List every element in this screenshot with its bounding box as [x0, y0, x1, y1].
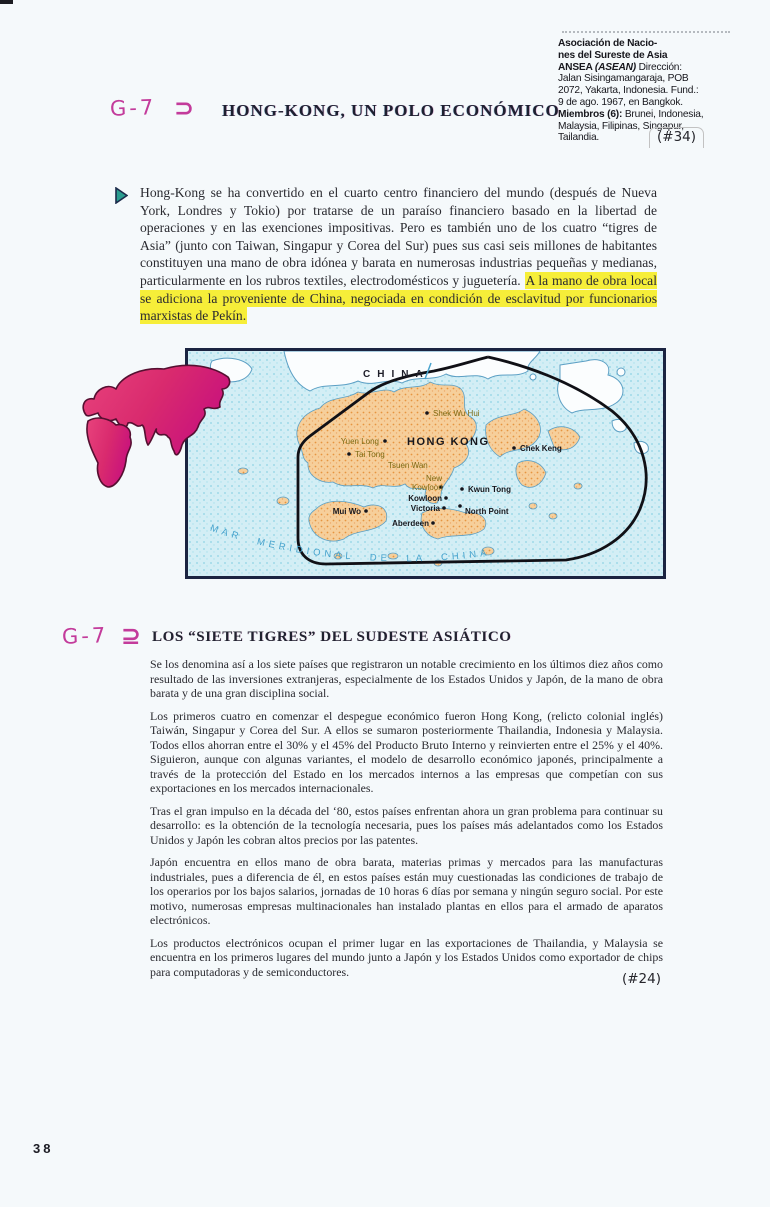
asean-note-line: Asociación de Nacio-	[558, 38, 658, 49]
superset-symbol-top: ⊃	[174, 94, 195, 122]
china-region-label: CHINA	[363, 369, 430, 380]
seven-tigers-body	[150, 657, 663, 987]
city-dot	[431, 521, 435, 525]
city-dot	[347, 452, 351, 456]
map-city-label: Aberdeen	[392, 519, 429, 528]
margin-code-g7-top: G-7	[109, 95, 157, 121]
body-paragraph-5: Los productos electrónicos ocupan el primer lugar en las exportaciones de Thailandia, y Malaysia se encuentra en los primeros lugares del mundo junto a Japón y los Estados Unidos como exportador de chips para computadoras y de semiconductores.	[150, 935, 663, 979]
reference-tag-24: (#24)	[621, 971, 661, 987]
page-number: 38	[33, 1141, 54, 1156]
world-map-inset	[72, 355, 238, 500]
map-city-label: Yuen Long	[340, 437, 379, 446]
city-dot	[425, 411, 429, 415]
map-city-label: Mui Wo	[332, 507, 361, 516]
map-city-label: Tsuen Wan	[388, 461, 428, 470]
city-dot	[383, 439, 387, 443]
city-dot	[458, 504, 462, 508]
body-paragraph-1: Se los denomina así a los siete países que registraron un notable crecimiento en los últimos diez años como resultado de las inversiones extranjeras, especialmente de los Estados Unidos y Japón, de la mano de obra barata y de una gran disciplina social.	[150, 657, 663, 700]
asean-note-line: nes del Sureste de Asia	[558, 49, 668, 61]
asean-note-line: 2072, Yakarta, Indonesia. Fund.:	[558, 85, 699, 97]
asean-note-line: Tailandia.	[558, 132, 600, 144]
map-city-label: Kowloon	[412, 483, 443, 492]
section-title-siete-tigres: LOS “SIETE TIGRES” DEL SUDESTE ASIÁTICO	[152, 629, 512, 645]
map-city-label: North Point	[465, 507, 509, 516]
city-dot	[444, 496, 448, 500]
highlighted-text: A la mano de obra local se adiciona la proveniente de China, negociada en condición de esclavitud por funcionarios marxistas de Pekín.	[140, 272, 657, 324]
body-paragraph-2: Los primeros cuatro en comenzar el despegue económico fueron Hong Kong, (relicto colonial inglés) Taiwán, Singapur y Corea del Sur. A ellos se sumaron posteriormente Thailandia, Indonesia y Malaysia. Todos ellos ahorran entre el 30% y el 45% del Producto Bruto Interno y reinvierten entre el 25% y el 40%. Siguieron, aunque con algunas variantes, el modelo de desarrollo económico japonés, principalmente a través de la protección del Estado en los mercados internos a las empresas que competían con sus exportaciones en los mercados internacionales.	[150, 708, 663, 795]
sea-name-label: MAR MERIDIONAL DE LA CHINA	[208, 522, 492, 565]
hong-kong-map	[185, 348, 666, 579]
map-city-label: Kwun Tong	[468, 485, 511, 494]
map-city-label: Kowloon	[408, 494, 442, 503]
scan-dotted-line	[562, 31, 730, 33]
superset-symbol-bottom: ⊇	[121, 622, 142, 650]
map-city-label: Shek Wu Hui	[433, 409, 480, 418]
body-paragraph-4: Japón encuentra en ellos mano de obra barata, materias primas y mercados para las manufacturas industriales, pues a diferencia de él, en estos países están muy cuestionadas las condiciones de trabajo de los operarios por los bajos salarios, jornadas de 10 horas 6 días por semana y ningún seguro social. Por este motivo, numerosas empresas multinacionales han instalado plantas en ellos para el armado de aparatos electrónicos.	[150, 855, 663, 927]
intro-text: Hong-Kong se ha convertido en el cuarto centro financiero del mundo (después de Nueva York, Londres y Tokio) por tratarse de un paraíso financiero basado en la libertad de operaciones y en las exenciones impositivas. Pero es también uno de los cuatro “tigres de Asia” (junto con Taiwan, Singapur y Corea del Sur) pues sus casi seis millones de habitantes constituyen una mano de obra idónea y barata en numerosas industrias pequeñas y medianas, particularmente en los rubros textiles, electrodomésticos y juguetería.	[140, 185, 657, 288]
scan-artifact-mark	[0, 0, 13, 4]
map-city-label: Tai Tong	[355, 450, 385, 459]
map-city-label: HONG KONG	[407, 436, 490, 448]
city-dot	[364, 509, 368, 513]
reference-tag-34: (#34)	[649, 127, 704, 148]
section-title-hong-kong: HONG-KONG, UN POLO ECONÓMICO	[222, 101, 560, 120]
asean-note-line: Miembros (6): Brunei, Indonesia,	[558, 108, 704, 120]
asean-note-line: Malaysia, Filipinas, Singapur,	[558, 120, 684, 132]
asean-note-line: Jalan Sisingamangaraja, POB	[558, 73, 689, 85]
triangle-bullet-icon	[115, 187, 128, 209]
city-dot	[442, 506, 446, 510]
map-canvas	[188, 351, 663, 576]
africa-shape	[87, 418, 131, 487]
map-city-label: Chek Keng	[520, 444, 562, 453]
city-dot	[460, 487, 464, 491]
intro-paragraph	[140, 184, 657, 325]
asean-note-line: ANSEA (ASEAN) Dirección:	[558, 61, 682, 73]
map-city-label: New	[426, 474, 443, 483]
body-paragraph-3: Tras el gran impulso en la década del ‘80, estos países enfrentan ahora un gran problema para continuar su desarrollo: es la obtención de la tecnología necesaria, pues los países más adelantados como los Estados Unidos y Japón les cobran altos precios por las patentes.	[150, 803, 663, 847]
city-dot	[512, 446, 516, 450]
map-city-label: Victoria	[410, 504, 440, 513]
margin-code-g7-bottom: G-7	[61, 623, 109, 649]
asean-note-line: 9 de ago. 1967, en Bangkok.	[558, 96, 683, 108]
